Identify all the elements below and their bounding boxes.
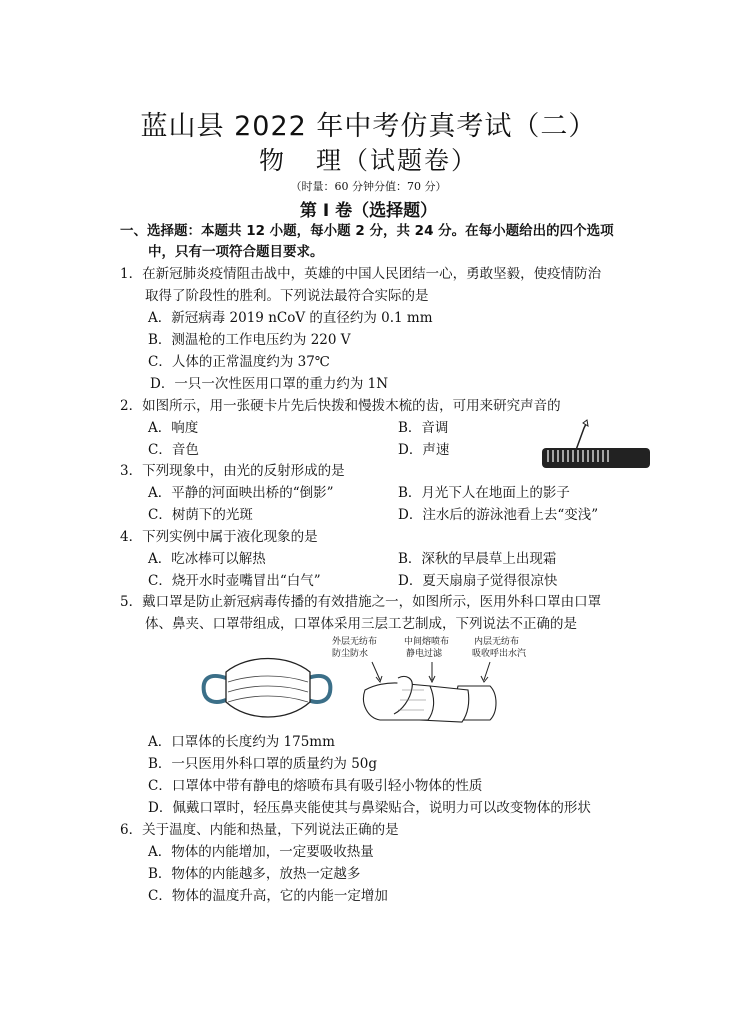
q1-option-d: D．一只一次性医用口罩的重力约为 1N <box>150 376 389 392</box>
q2-option-c: C．音色 <box>148 442 199 458</box>
q1-stem-1: 1．在新冠肺炎疫情阻击战中，英雄的中国人民团结一心，勇敢坚毅，使疫情防治 <box>120 266 602 282</box>
mask-label-inner-1: 内层无纺布 <box>474 637 520 647</box>
q5-option-b: B．一只医用外科口罩的质量约为 50g <box>148 756 378 772</box>
q5-option-c: C．口罩体中带有静电的熔喷布具有吸引轻小物体的性质 <box>148 778 483 794</box>
fabric-layers-icon <box>363 676 496 722</box>
mask-label-middle-1: 中间熔喷布 <box>404 637 450 647</box>
mask-figure <box>198 650 338 730</box>
q1-option-b: B．测温枪的工作电压约为 220 V <box>148 332 351 348</box>
q4-option-b: B．深秋的早晨草上出现霜 <box>398 551 557 567</box>
mask-label-outer-2: 防尘防水 <box>332 649 369 659</box>
q3-option-c: C．树荫下的光斑 <box>148 507 253 523</box>
q4-option-c: C．烧开水时壶嘴冒出“白气” <box>148 573 321 589</box>
q3-option-b: B．月光下人在地面上的影子 <box>398 485 570 501</box>
q6-option-c: C．物体的温度升高，它的内能一定增加 <box>148 888 388 904</box>
arrows-icon <box>372 662 490 682</box>
q6-option-b: B．物体的内能越多，放热一定越多 <box>148 866 361 882</box>
mask-label-inner-2: 吸收呼出水汽 <box>472 649 527 659</box>
q5-option-d: D．佩戴口罩时，轻压鼻夹能使其与鼻梁贴合，说明力可以改变物体的形状 <box>148 800 591 816</box>
q1-option-a: A．新冠病毒 2019 nCoV 的直径约为 0.1 mm <box>148 310 433 326</box>
comb-icon <box>542 448 650 468</box>
volume-heading: 第 I 卷（选择题） <box>299 201 438 221</box>
mask-label-outer-1: 外层无纺布 <box>332 637 378 647</box>
card-icon <box>576 420 588 450</box>
q2-option-a: A．响度 <box>148 420 199 436</box>
q3-option-d: D．注水后的游泳池看上去“变浅” <box>398 507 599 523</box>
q2-stem: 2．如图所示，用一张硬卡片先后快拨和慢拨木梳的齿，可用来研究声音的 <box>120 398 561 414</box>
q5-stem-1: 5．戴口罩是防止新冠病毒传播的有效措施之一，如图所示，医用外科口罩由口罩 <box>120 594 602 610</box>
exam-title: 蓝山县 2022 年中考仿真考试（二） <box>140 111 597 142</box>
q6-stem: 6．关于温度、内能和热量，下列说法正确的是 <box>120 822 399 838</box>
q4-option-a: A．吃冰棒可以解热 <box>148 551 266 567</box>
mask-layers-figure <box>340 660 515 728</box>
q2-option-d: D．声速 <box>398 442 450 458</box>
comb-card-figure <box>538 418 658 473</box>
section-instruction-2: 中，只有一项符合题目要求。 <box>148 244 324 260</box>
section-instruction-1: 一、选择题：本题共 12 小题，每小题 2 分，共 24 分。在每小题给出的四个选项 <box>120 223 614 239</box>
q2-option-b: B．音调 <box>398 420 449 436</box>
q6-option-a: A．物体的内能增加，一定要吸收热量 <box>148 844 374 860</box>
time-score-note: （时量：60 分钟分值：70 分） <box>290 180 447 193</box>
q5-stem-2: 体、鼻夹、口罩带组成，口罩体采用三层工艺制成，下列说法不正确的是 <box>145 616 577 632</box>
q3-option-a: A．平静的河面映出桥的“倒影” <box>148 485 334 501</box>
mask-icon <box>204 659 331 718</box>
mask-label-middle-2: 静电过滤 <box>406 649 443 659</box>
q4-option-d: D．夏天扇扇子觉得很凉快 <box>398 573 558 589</box>
q3-stem: 3．下列现象中，由光的反射形成的是 <box>120 463 345 479</box>
q5-option-a: A．口罩体的长度约为 175mm <box>148 734 335 750</box>
q4-stem: 4．下列实例中属于液化现象的是 <box>120 529 318 545</box>
q1-option-c: C．人体的正常温度约为 37℃ <box>148 354 330 370</box>
subject-part-1: 物 <box>258 146 286 175</box>
subject-part-2: 理（试题卷） <box>316 146 479 175</box>
subject-title <box>0 141 737 177</box>
q1-stem-2: 取得了阶段性的胜利。下列说法最符合实际的是 <box>145 288 429 304</box>
